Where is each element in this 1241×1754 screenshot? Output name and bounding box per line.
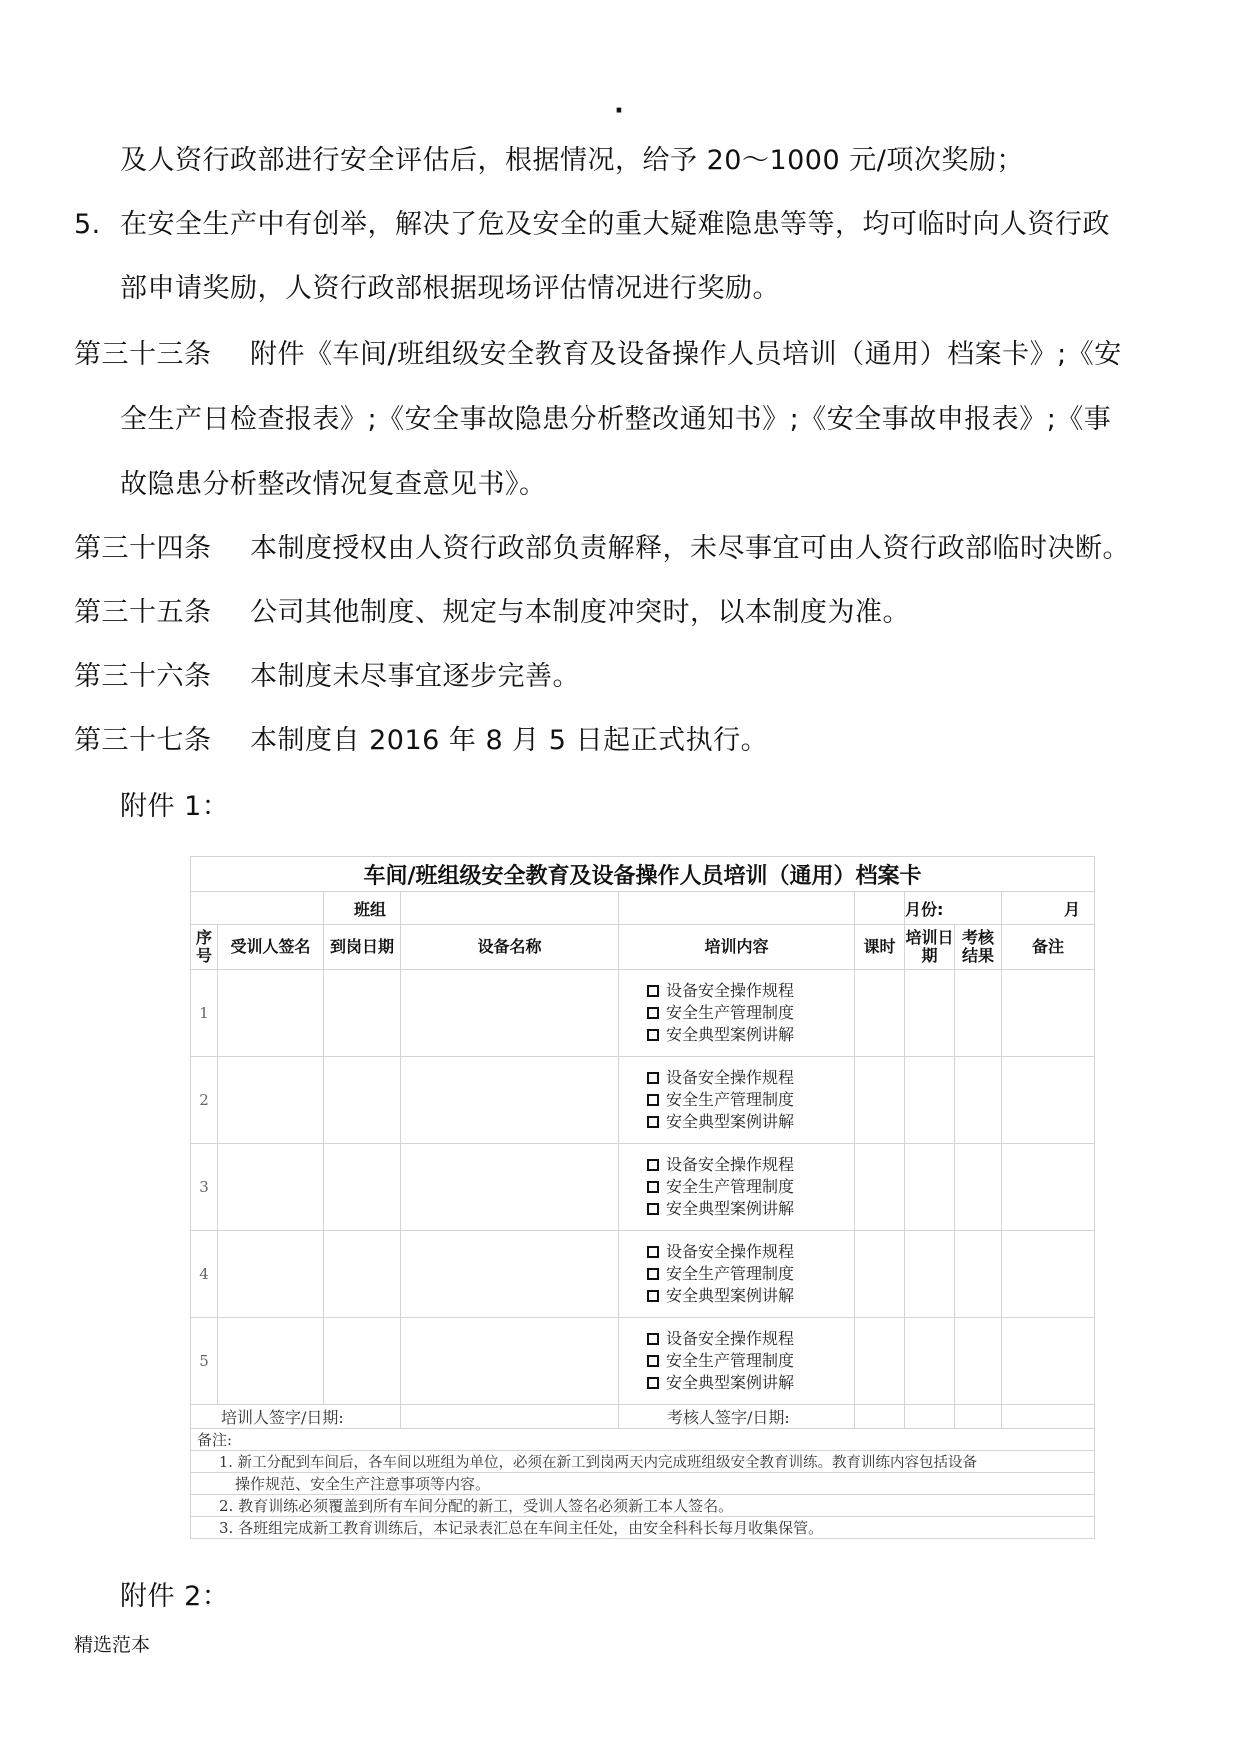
text-line-1: 及人资行政部进行安全评估后，根据情况，给予 20～1000 元/项次奖励； — [120, 145, 1024, 176]
note-3: 3. 各班组完成新工教育训练后，本记录表汇总在车间主任处，由安全科科长每月收集保管。 — [191, 1517, 1095, 1539]
header-remark: 备注 — [1002, 925, 1095, 970]
examiner-sign-value[interactable] — [855, 1405, 905, 1429]
article-text: 附件《车间/班组级安全教育及设备操作人员培训（通用）档案卡》;《安 — [250, 339, 1122, 370]
header-mark: · — [614, 96, 624, 126]
checkbox-icon[interactable] — [647, 1116, 659, 1128]
article-label: 第三十三条 — [74, 339, 212, 370]
remark-cell[interactable] — [1002, 1057, 1095, 1144]
option-label: 安全生产管理制度 — [666, 1351, 795, 1370]
option-checkbox[interactable] — [647, 1350, 854, 1372]
table-row — [191, 1231, 1095, 1318]
option-checkbox[interactable] — [647, 1328, 854, 1350]
remark-cell[interactable] — [1002, 1318, 1095, 1405]
train-date-cell[interactable] — [905, 1318, 955, 1405]
note-1-cont: 操作规范、安全生产注意事项等内容。 — [191, 1473, 1095, 1495]
option-checkbox[interactable] — [647, 980, 854, 1002]
result-cell[interactable] — [955, 1318, 1002, 1405]
header-result: 考核结果 — [955, 925, 1002, 970]
article-33-cont-1: 全生产日检查报表》;《安全事故隐患分析整改通知书》;《安全事故申报表》;《事 — [120, 404, 1112, 435]
option-label: 安全生产管理制度 — [666, 1003, 795, 1022]
row-seq: 3 — [191, 1144, 218, 1231]
sign-empty — [905, 1405, 955, 1429]
option-checkbox[interactable] — [647, 1285, 854, 1307]
option-label: 安全典型案例讲解 — [666, 1373, 795, 1392]
option-checkbox[interactable] — [647, 1002, 854, 1024]
team-value — [401, 892, 619, 925]
checkbox-icon[interactable] — [647, 1181, 659, 1193]
header-trainee: 受训人签名 — [218, 925, 324, 970]
option-checkbox[interactable] — [647, 1198, 854, 1220]
option-label: 安全典型案例讲解 — [666, 1286, 795, 1305]
article-label: 第三十七条 — [74, 725, 212, 756]
hours-cell[interactable] — [855, 1231, 905, 1318]
content-cell — [619, 1057, 855, 1144]
hours-cell[interactable] — [855, 1318, 905, 1405]
option-checkbox[interactable] — [647, 1154, 854, 1176]
option-label: 安全典型案例讲解 — [666, 1112, 795, 1131]
option-label: 设备安全操作规程 — [666, 1329, 795, 1348]
list-item-text: 在安全生产中有创举，解决了危及安全的重大疑难隐患等等，均可临时向人资行政 — [120, 209, 1110, 240]
list-number: 5. — [74, 209, 101, 240]
note-2: 2. 教育训练必须覆盖到所有车间分配的新工，受训人签名必须新工本人签名。 — [191, 1495, 1095, 1517]
option-label: 设备安全操作规程 — [666, 1242, 795, 1261]
note-1: 1. 新工分配到车间后，各车间以班组为单位，必须在新工到岗两天内完成班组级安全教育训练。教育训练内容包括设备 — [191, 1451, 1095, 1473]
article-36 — [74, 660, 580, 694]
option-checkbox[interactable] — [647, 1067, 854, 1089]
text-line-2 — [74, 208, 1110, 242]
row-seq: 5 — [191, 1318, 218, 1405]
remark-cell[interactable] — [1002, 1144, 1095, 1231]
article-label: 第三十四条 — [74, 533, 212, 564]
form-table — [190, 856, 1095, 1539]
device-cell[interactable] — [401, 1318, 619, 1405]
trainee-cell[interactable] — [218, 1057, 324, 1144]
content-cell — [619, 1231, 855, 1318]
row-seq: 2 — [191, 1057, 218, 1144]
info-empty — [619, 892, 855, 925]
text-line-3: 部申请奖励，人资行政部根据现场评估情况进行奖励。 — [120, 273, 780, 304]
header-train-date: 培训日期 — [905, 925, 955, 970]
checkbox-icon[interactable] — [647, 1072, 659, 1084]
header-date: 到岗日期 — [324, 925, 401, 970]
trainee-cell[interactable] — [218, 1318, 324, 1405]
result-cell[interactable] — [955, 1057, 1002, 1144]
trainer-sign-label: 培训人签字/日期: — [191, 1405, 401, 1429]
option-checkbox[interactable] — [647, 1241, 854, 1263]
hours-cell[interactable] — [855, 1057, 905, 1144]
content-cell — [619, 1318, 855, 1405]
result-cell[interactable] — [955, 1144, 1002, 1231]
article-35 — [74, 596, 910, 630]
checkbox-icon[interactable] — [647, 1246, 659, 1258]
checkbox-icon[interactable] — [647, 1203, 659, 1215]
attachment-1-label: 附件 1： — [120, 791, 230, 822]
article-33-cont-2: 故隐患分析整改情况复查意见书》。 — [120, 469, 547, 500]
row-seq: 4 — [191, 1231, 218, 1318]
article-text: 本制度未尽事宜逐步完善。 — [250, 661, 580, 692]
option-checkbox[interactable] — [647, 1176, 854, 1198]
option-label: 安全生产管理制度 — [666, 1090, 795, 1109]
option-label: 安全典型案例讲解 — [666, 1199, 795, 1218]
option-label: 安全生产管理制度 — [666, 1177, 795, 1196]
article-37 — [74, 724, 768, 758]
info-empty — [855, 892, 905, 925]
header-device: 设备名称 — [401, 925, 619, 970]
checkbox-icon[interactable] — [647, 1377, 659, 1389]
train-date-cell[interactable] — [905, 1057, 955, 1144]
examiner-sign-label: 考核人签字/日期: — [619, 1405, 855, 1429]
option-label: 设备安全操作规程 — [666, 1068, 795, 1087]
checkbox-icon[interactable] — [647, 1029, 659, 1041]
table-row — [191, 970, 1095, 1057]
header-hours: 课时 — [855, 925, 905, 970]
form-title: 车间/班组级安全教育及设备操作人员培训（通用）档案卡 — [191, 857, 1095, 892]
remark-cell[interactable] — [1002, 1231, 1095, 1318]
result-cell[interactable] — [955, 1231, 1002, 1318]
checkbox-icon[interactable] — [647, 1268, 659, 1280]
notes-label: 备注: — [191, 1429, 1095, 1451]
checkbox-icon[interactable] — [647, 1094, 659, 1106]
option-label: 设备安全操作规程 — [666, 981, 795, 1000]
article-label: 第三十五条 — [74, 597, 212, 628]
checkbox-icon[interactable] — [647, 1355, 659, 1367]
option-label: 安全典型案例讲解 — [666, 1025, 795, 1044]
date-cell[interactable] — [324, 1057, 401, 1144]
date-cell[interactable] — [324, 970, 401, 1057]
date-cell[interactable] — [324, 1318, 401, 1405]
date-cell[interactable] — [324, 1231, 401, 1318]
sign-empty — [955, 1405, 1002, 1429]
hours-cell[interactable] — [855, 970, 905, 1057]
article-34 — [74, 532, 1130, 566]
header-content: 培训内容 — [619, 925, 855, 970]
article-text: 本制度授权由人资行政部负责解释，未尽事宜可由人资行政部临时决断。 — [250, 533, 1130, 564]
table-row — [191, 1057, 1095, 1144]
option-checkbox[interactable] — [647, 1089, 854, 1111]
date-cell[interactable] — [324, 1144, 401, 1231]
option-checkbox[interactable] — [647, 1263, 854, 1285]
result-cell[interactable] — [955, 970, 1002, 1057]
sign-empty — [1002, 1405, 1095, 1429]
option-checkbox[interactable] — [647, 1024, 854, 1046]
device-cell[interactable] — [401, 970, 619, 1057]
header-seq: 序号 — [191, 925, 218, 970]
month-unit: 月 — [1002, 892, 1095, 925]
month-label: 月份: — [905, 892, 1002, 925]
device-cell[interactable] — [401, 1144, 619, 1231]
checkbox-icon[interactable] — [647, 1007, 659, 1019]
article-33 — [74, 338, 1122, 372]
training-record-form — [190, 856, 1094, 1546]
option-checkbox[interactable] — [647, 1111, 854, 1133]
checkbox-icon[interactable] — [647, 1290, 659, 1302]
device-cell[interactable] — [401, 1231, 619, 1318]
article-text: 本制度自 2016 年 8 月 5 日起正式执行。 — [250, 725, 769, 756]
table-row — [191, 1318, 1095, 1405]
option-label: 安全生产管理制度 — [666, 1264, 795, 1283]
hours-cell[interactable] — [855, 1144, 905, 1231]
remark-cell[interactable] — [1002, 970, 1095, 1057]
option-checkbox[interactable] — [647, 1372, 854, 1394]
trainee-cell[interactable] — [218, 970, 324, 1057]
team-label: 班组 — [324, 892, 401, 925]
option-label: 设备安全操作规程 — [666, 1155, 795, 1174]
content-cell — [619, 1144, 855, 1231]
article-text: 公司其他制度、规定与本制度冲突时，以本制度为准。 — [250, 597, 910, 628]
info-empty — [191, 892, 324, 925]
trainee-cell[interactable] — [218, 1144, 324, 1231]
trainer-sign-value[interactable] — [401, 1405, 619, 1429]
article-label: 第三十六条 — [74, 661, 212, 692]
checkbox-icon[interactable] — [647, 985, 659, 997]
trainee-cell[interactable] — [218, 1231, 324, 1318]
table-row — [191, 1144, 1095, 1231]
content-cell — [619, 970, 855, 1057]
row-seq: 1 — [191, 970, 218, 1057]
train-date-cell[interactable] — [905, 970, 955, 1057]
train-date-cell[interactable] — [905, 1144, 955, 1231]
device-cell[interactable] — [401, 1057, 619, 1144]
page-footer: 精选范本 — [74, 1634, 151, 1656]
checkbox-icon[interactable] — [647, 1159, 659, 1171]
checkbox-icon[interactable] — [647, 1333, 659, 1345]
train-date-cell[interactable] — [905, 1231, 955, 1318]
attachment-2-label: 附件 2： — [120, 1581, 230, 1612]
